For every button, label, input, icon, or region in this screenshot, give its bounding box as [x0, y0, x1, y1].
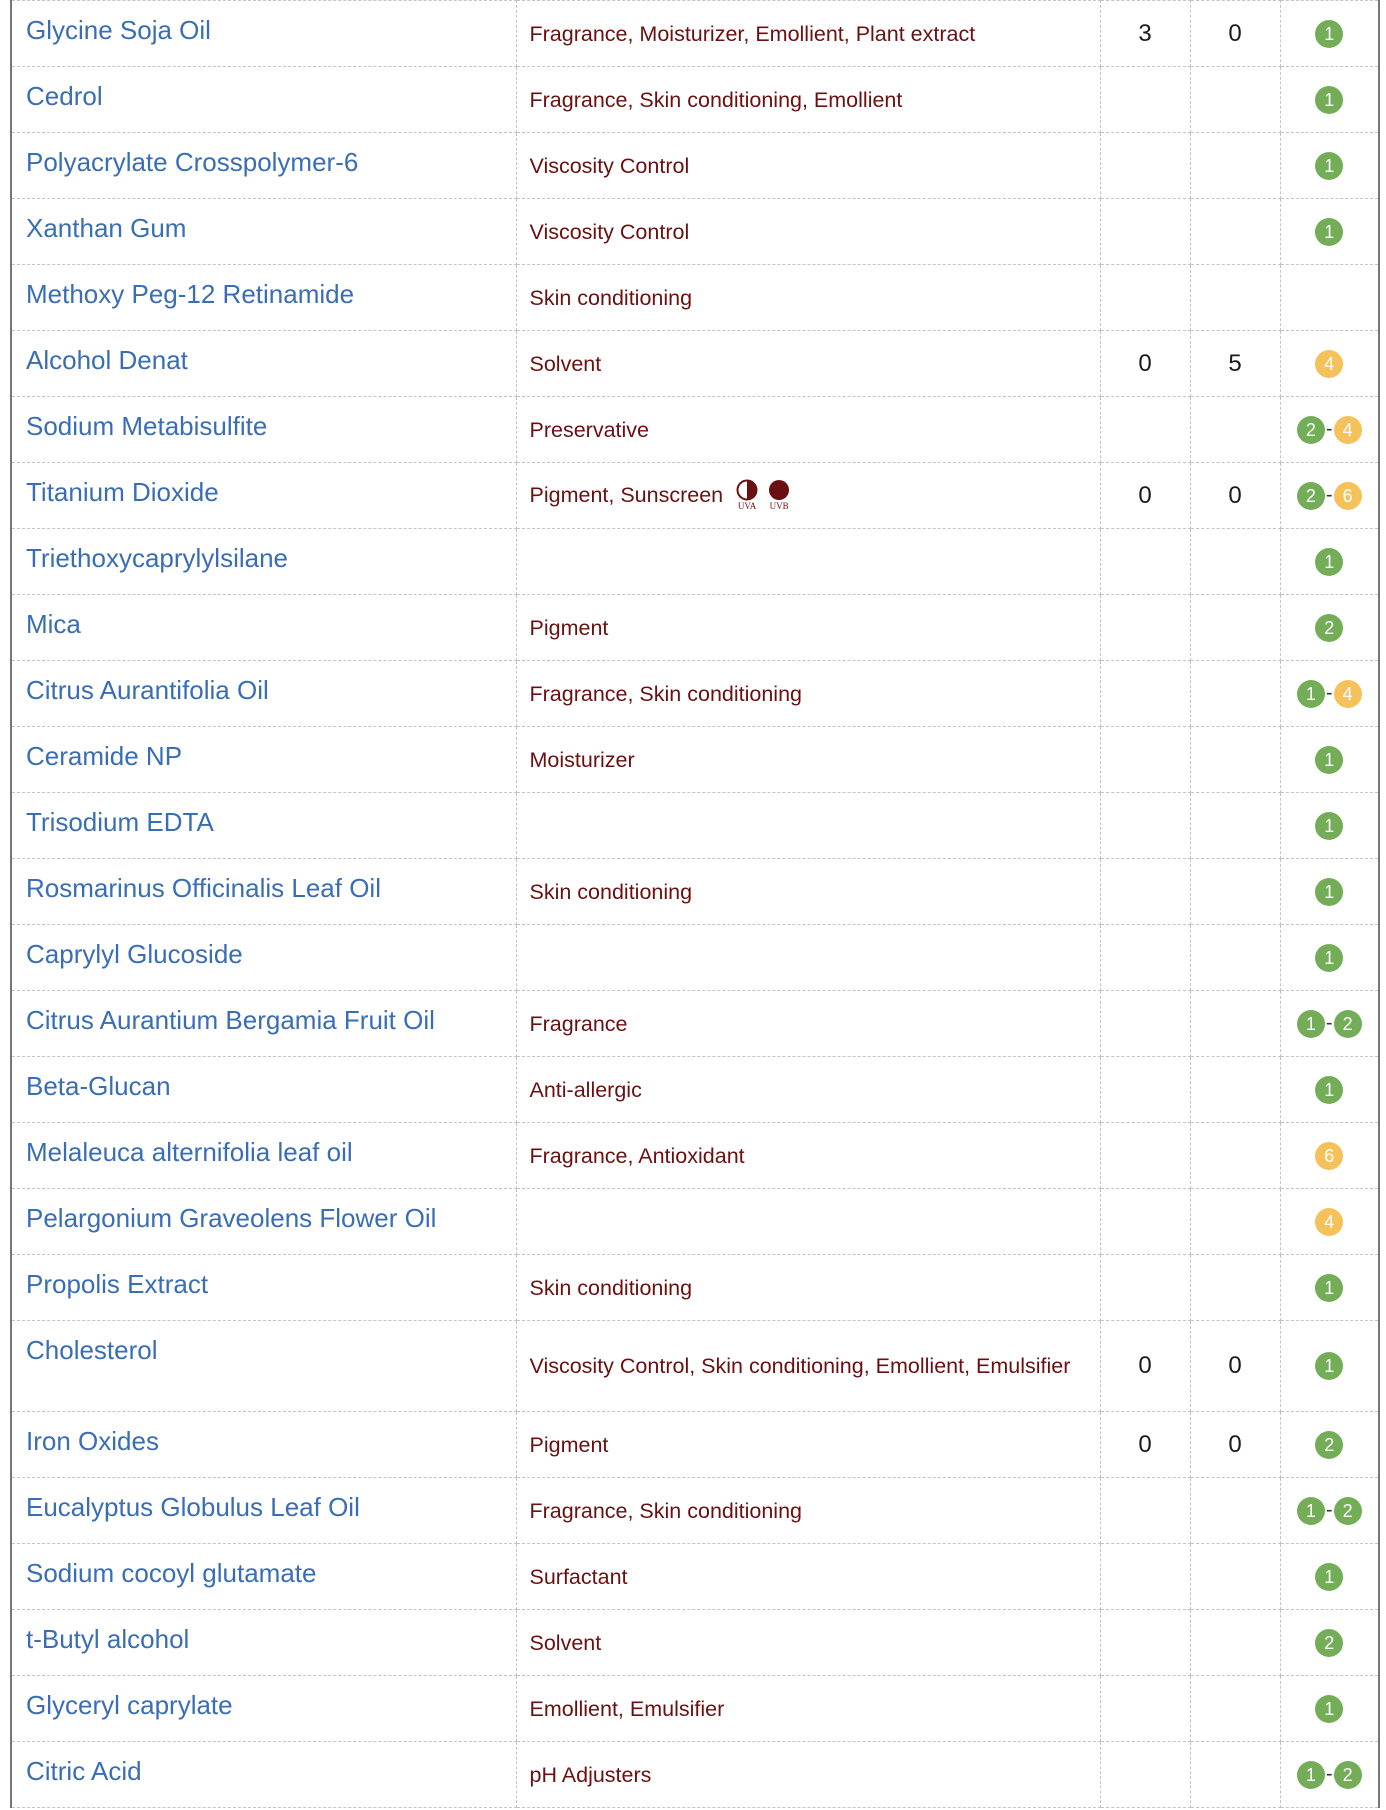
ewg-rating-badge: 1 — [1297, 680, 1325, 708]
ingredient-name-cell — [11, 595, 516, 661]
ewg-rating-badge: 1 — [1297, 1010, 1325, 1038]
ewg-rating-badge: 2 — [1315, 1431, 1343, 1459]
ingredient-name-cell — [11, 1321, 516, 1412]
ingredient-functions-cell — [516, 331, 1100, 397]
ingredient-name-link[interactable]: Eucalyptus Globulus Leaf Oil — [26, 1492, 360, 1522]
ingredient-name-link[interactable]: Titanium Dioxide — [26, 477, 219, 507]
irritant-score-cell — [1190, 397, 1280, 463]
ingredient-functions: Skin conditioning — [529, 879, 693, 904]
ingredient-row — [11, 1057, 1379, 1123]
ewg-rating-badge: 1 — [1315, 218, 1343, 246]
ingredient-name-cell — [11, 1610, 516, 1676]
ingredient-name-cell — [11, 463, 516, 529]
ingredient-row — [11, 661, 1379, 727]
ingredients-table-body — [11, 1, 1379, 1808]
acne-score-cell — [1100, 595, 1190, 661]
ingredient-name-cell — [11, 1676, 516, 1742]
ingredient-functions-cell — [516, 1123, 1100, 1189]
ingredient-functions-cell — [516, 463, 1100, 529]
ewg-rating-badge: 4 — [1315, 350, 1343, 378]
ingredient-name-link[interactable]: Cedrol — [26, 81, 103, 111]
ewg-rating-badge: 1 — [1297, 1497, 1325, 1525]
irritant-score-cell — [1190, 1742, 1280, 1808]
ingredient-row — [11, 529, 1379, 595]
acne-score-cell — [1100, 661, 1190, 727]
uvb-icon — [765, 479, 793, 511]
ingredient-functions-cell — [516, 67, 1100, 133]
ingredient-name-link[interactable]: Glyceryl caprylate — [26, 1690, 233, 1720]
acne-score-cell — [1100, 265, 1190, 331]
ingredient-functions: Fragrance, Skin conditioning — [529, 1498, 802, 1523]
rating-range-dash: - — [1325, 418, 1333, 440]
acne-score-cell — [1100, 67, 1190, 133]
irritant-score-cell — [1190, 1478, 1280, 1544]
acne-score-cell — [1100, 1255, 1190, 1321]
ewg-rating-cell — [1280, 199, 1379, 265]
ewg-rating-badge: 2 — [1315, 614, 1343, 642]
ingredient-row — [11, 991, 1379, 1057]
ingredient-row — [11, 1321, 1379, 1412]
irritant-score-cell — [1190, 199, 1280, 265]
ewg-rating-badge: 1 — [1315, 944, 1343, 972]
ingredient-name-cell — [11, 1742, 516, 1808]
rating-range-dash: - — [1325, 682, 1333, 704]
ingredient-row — [11, 67, 1379, 133]
acne-score-cell — [1100, 1544, 1190, 1610]
ingredient-row — [11, 1676, 1379, 1742]
ingredient-functions: Fragrance, Skin conditioning, Emollient — [529, 87, 903, 112]
ewg-rating-cell — [1280, 1412, 1379, 1478]
ingredient-functions: Viscosity Control, Skin conditioning, Emollient, Emulsifier — [529, 1354, 1071, 1378]
ingredient-functions: Surfactant — [529, 1564, 628, 1589]
ewg-rating-cell — [1280, 1123, 1379, 1189]
ingredient-name-link[interactable]: Triethoxycaprylylsilane — [26, 543, 289, 573]
ingredient-name-link[interactable]: Iron Oxides — [26, 1426, 159, 1456]
ingredient-functions: Pigment — [529, 615, 609, 640]
acne-score-cell — [1100, 1610, 1190, 1676]
ewg-rating-badge: 1 — [1315, 1695, 1343, 1723]
ewg-rating-cell — [1280, 1321, 1379, 1412]
acne-score: 0 — [1138, 349, 1152, 377]
irritant-score: 0 — [1228, 1352, 1242, 1379]
ingredient-functions: Moisturizer — [529, 747, 635, 772]
ingredient-name-cell — [11, 727, 516, 793]
ewg-rating-badge: 4 — [1315, 1208, 1343, 1236]
ewg-rating-badge: 1 — [1315, 1352, 1343, 1380]
ewg-rating-cell — [1280, 67, 1379, 133]
ingredient-name-cell — [11, 133, 516, 199]
ingredient-functions-cell — [516, 1610, 1100, 1676]
ingredient-row — [11, 397, 1379, 463]
irritant-score-cell — [1190, 1, 1280, 67]
irritant-score-cell — [1190, 1123, 1280, 1189]
irritant-score-cell — [1190, 859, 1280, 925]
ewg-rating-badge: 2 — [1315, 1629, 1343, 1657]
irritant-score-cell — [1190, 331, 1280, 397]
ingredient-name-cell — [11, 397, 516, 463]
ingredient-functions-cell — [516, 793, 1100, 859]
ingredient-row — [11, 1, 1379, 67]
ingredient-name-cell — [11, 67, 516, 133]
uva-icon — [733, 479, 761, 511]
ewg-rating-badge: 2 — [1297, 416, 1325, 444]
ewg-rating-badge: 6 — [1315, 1142, 1343, 1170]
ewg-rating-cell — [1280, 1676, 1379, 1742]
ingredient-name-link[interactable]: Ceramide NP — [26, 741, 183, 771]
ewg-rating-cell — [1280, 859, 1379, 925]
ingredient-functions-cell — [516, 1255, 1100, 1321]
ingredient-functions-cell — [516, 265, 1100, 331]
ingredient-functions-cell — [516, 1478, 1100, 1544]
ingredient-functions-cell — [516, 397, 1100, 463]
ingredient-name-link[interactable]: Sodium Metabisulfite — [26, 411, 268, 441]
acne-score-cell — [1100, 199, 1190, 265]
ingredient-row — [11, 463, 1379, 529]
ingredient-functions-cell — [516, 595, 1100, 661]
irritant-score-cell — [1190, 1057, 1280, 1123]
ewg-rating-cell — [1280, 1, 1379, 67]
ewg-rating-badge: 2 — [1334, 1497, 1362, 1525]
ingredient-row — [11, 331, 1379, 397]
ingredient-functions-cell — [516, 1742, 1100, 1808]
ingredient-functions: Fragrance, Antioxidant — [529, 1143, 745, 1168]
ingredient-name-cell — [11, 925, 516, 991]
ewg-rating-badge: 1 — [1315, 878, 1343, 906]
ingredient-functions: Viscosity Control — [529, 219, 690, 244]
ingredient-name-link[interactable]: Alcohol Denat — [26, 345, 188, 375]
acne-score-cell — [1100, 1057, 1190, 1123]
ewg-rating-badge: 2 — [1334, 1761, 1362, 1789]
ingredient-row — [11, 133, 1379, 199]
ewg-rating-cell — [1280, 1544, 1379, 1610]
ingredient-functions-cell — [516, 1, 1100, 67]
ewg-rating-cell — [1280, 529, 1379, 595]
irritant-score-cell — [1190, 529, 1280, 595]
ingredient-functions-cell — [516, 199, 1100, 265]
ingredient-functions-cell — [516, 1321, 1100, 1412]
ewg-rating-badge: 4 — [1334, 680, 1362, 708]
ingredients-table — [10, 0, 1380, 1808]
ingredient-functions: pH Adjusters — [529, 1762, 652, 1787]
ingredient-name-link[interactable]: Mica — [26, 609, 81, 639]
ingredient-name-cell — [11, 199, 516, 265]
ingredient-row — [11, 1478, 1379, 1544]
ingredient-functions: Solvent — [529, 351, 602, 376]
acne-score-cell — [1100, 1412, 1190, 1478]
ewg-rating-cell — [1280, 397, 1379, 463]
ingredient-name-link[interactable]: Pelargonium Graveolens Flower Oil — [26, 1203, 437, 1233]
ingredient-functions: Preservative — [529, 417, 649, 442]
acne-score-cell — [1100, 1123, 1190, 1189]
ewg-rating-badge: 2 — [1334, 1010, 1362, 1038]
ewg-rating-cell — [1280, 1255, 1379, 1321]
irritant-score-cell — [1190, 133, 1280, 199]
ewg-rating-cell — [1280, 1057, 1379, 1123]
uv-label: UVB — [769, 501, 789, 512]
uv-label: UVA — [737, 501, 757, 512]
ingredient-name-cell — [11, 1, 516, 67]
ewg-rating-badge: 4 — [1334, 416, 1362, 444]
ingredient-name-link[interactable]: Methoxy Peg-12 Retinamide — [26, 279, 355, 309]
ingredient-name-link[interactable]: Sodium cocoyl glutamate — [26, 1558, 317, 1588]
ingredient-row — [11, 727, 1379, 793]
ingredient-name-cell — [11, 1412, 516, 1478]
ewg-rating-badge: 6 — [1334, 482, 1362, 510]
ewg-rating-badge: 1 — [1315, 746, 1343, 774]
irritant-score-cell — [1190, 1255, 1280, 1321]
irritant-score: 0 — [1228, 1430, 1242, 1458]
acne-score-cell — [1100, 529, 1190, 595]
ingredient-row — [11, 1412, 1379, 1478]
ingredient-name-cell — [11, 1189, 516, 1255]
ingredient-row — [11, 1742, 1379, 1808]
acne-score-cell — [1100, 925, 1190, 991]
ingredient-name-cell — [11, 1544, 516, 1610]
ingredient-name-link[interactable]: Propolis Extract — [26, 1269, 209, 1299]
ingredient-functions-cell — [516, 991, 1100, 1057]
ewg-rating-badge: 1 — [1315, 86, 1343, 114]
acne-score-cell — [1100, 1478, 1190, 1544]
ewg-rating-cell — [1280, 925, 1379, 991]
ingredient-name-link[interactable]: Caprylyl Glucoside — [26, 939, 243, 969]
ingredient-functions-cell — [516, 661, 1100, 727]
ingredient-name-cell — [11, 661, 516, 727]
ewg-rating-badge: 1 — [1315, 812, 1343, 840]
ewg-rating-badge: 1 — [1315, 1076, 1343, 1104]
ewg-rating-cell — [1280, 463, 1379, 529]
rating-range-dash: - — [1325, 484, 1333, 506]
ingredient-row — [11, 925, 1379, 991]
ingredient-functions: Anti-allergic — [529, 1077, 642, 1102]
ewg-rating-badge: 1 — [1315, 1274, 1343, 1302]
ingredient-name-cell — [11, 331, 516, 397]
ingredient-row — [11, 859, 1379, 925]
ingredient-name-cell — [11, 265, 516, 331]
ewg-rating-badge: 1 — [1315, 20, 1343, 48]
ingredient-name-cell — [11, 1123, 516, 1189]
ingredient-name-cell — [11, 1255, 516, 1321]
acne-score-cell — [1100, 991, 1190, 1057]
irritant-score-cell — [1190, 595, 1280, 661]
ingredient-functions-cell — [516, 1544, 1100, 1610]
irritant-score-cell — [1190, 1676, 1280, 1742]
ingredient-name-cell — [11, 1057, 516, 1123]
ingredient-functions-cell — [516, 133, 1100, 199]
ewg-rating-cell — [1280, 1478, 1379, 1544]
ingredient-row — [11, 793, 1379, 859]
acne-score: 0 — [1138, 1352, 1152, 1379]
ewg-rating-badge: 1 — [1315, 548, 1343, 576]
ingredient-row — [11, 199, 1379, 265]
ingredient-name-link[interactable]: Polyacrylate Crosspolymer-6 — [26, 147, 359, 177]
ewg-rating-cell — [1280, 793, 1379, 859]
irritant-score: 5 — [1228, 349, 1242, 377]
ewg-rating-cell — [1280, 595, 1379, 661]
irritant-score: 0 — [1228, 481, 1242, 509]
ingredient-row — [11, 265, 1379, 331]
ingredient-functions-cell — [516, 925, 1100, 991]
ingredient-functions-cell — [516, 529, 1100, 595]
ingredient-name-link[interactable]: Rosmarinus Officinalis Leaf Oil — [26, 873, 381, 903]
irritant-score-cell — [1190, 991, 1280, 1057]
irritant-score-cell — [1190, 793, 1280, 859]
uv-protection-icons — [733, 479, 797, 513]
ingredient-name-link[interactable]: Xanthan Gum — [26, 213, 187, 243]
ingredient-name-link[interactable]: Trisodium EDTA — [26, 807, 214, 837]
irritant-score-cell — [1190, 1189, 1280, 1255]
ingredient-functions: Solvent — [529, 1630, 602, 1655]
ingredient-functions: Viscosity Control — [529, 153, 690, 178]
ewg-rating-badge: 1 — [1297, 1761, 1325, 1789]
irritant-score-cell — [1190, 463, 1280, 529]
ingredient-name-cell — [11, 793, 516, 859]
acne-score-cell — [1100, 1, 1190, 67]
ewg-rating-cell — [1280, 661, 1379, 727]
ingredient-name-link[interactable]: Beta-Glucan — [26, 1071, 171, 1101]
ingredient-functions: Skin conditioning — [529, 1275, 693, 1300]
acne-score-cell — [1100, 331, 1190, 397]
irritant-score-cell — [1190, 1412, 1280, 1478]
ingredient-name-link[interactable]: Glycine Soja Oil — [26, 15, 211, 45]
ingredient-functions-cell — [516, 1189, 1100, 1255]
ingredient-functions: Emollient, Emulsifier — [529, 1696, 725, 1721]
acne-score-cell — [1100, 397, 1190, 463]
ingredient-name-link[interactable]: Melaleuca alternifolia leaf oil — [26, 1137, 353, 1167]
ingredient-name-cell — [11, 859, 516, 925]
acne-score: 0 — [1138, 1430, 1152, 1458]
rating-range-dash: - — [1325, 1012, 1333, 1034]
acne-score-cell — [1100, 727, 1190, 793]
ewg-rating-badge: 1 — [1315, 152, 1343, 180]
irritant-score-cell — [1190, 265, 1280, 331]
ewg-rating-cell — [1280, 1610, 1379, 1676]
ingredient-name-link[interactable]: t-Butyl alcohol — [26, 1624, 190, 1654]
ingredient-functions-cell — [516, 727, 1100, 793]
ingredient-row — [11, 595, 1379, 661]
ewg-rating-cell — [1280, 1189, 1379, 1255]
ewg-rating-cell — [1280, 133, 1379, 199]
acne-score-cell — [1100, 1676, 1190, 1742]
irritant-score-cell — [1190, 661, 1280, 727]
ingredient-name-link[interactable]: Citrus Aurantium Bergamia Fruit Oil — [26, 1005, 435, 1035]
ewg-rating-badge: 2 — [1297, 482, 1325, 510]
acne-score-cell — [1100, 463, 1190, 529]
acne-score: 3 — [1138, 19, 1152, 47]
ingredient-functions-cell — [516, 1412, 1100, 1478]
ingredient-functions-cell — [516, 1057, 1100, 1123]
ewg-rating-cell — [1280, 727, 1379, 793]
irritant-score-cell — [1190, 727, 1280, 793]
ingredient-functions: Pigment, Sunscreen — [529, 482, 724, 507]
rating-range-dash: - — [1325, 1499, 1333, 1521]
ingredient-row — [11, 1610, 1379, 1676]
ewg-rating-cell — [1280, 1742, 1379, 1808]
ingredient-name-cell — [11, 991, 516, 1057]
ingredient-row — [11, 1189, 1379, 1255]
acne-score-cell — [1100, 1742, 1190, 1808]
ingredient-functions: Pigment — [529, 1432, 609, 1457]
acne-score-cell — [1100, 133, 1190, 199]
ingredient-functions: Fragrance, Moisturizer, Emollient, Plant extract — [529, 21, 976, 46]
ingredient-name-cell — [11, 529, 516, 595]
acne-score: 0 — [1138, 481, 1152, 509]
ewg-rating-cell — [1280, 331, 1379, 397]
ingredient-functions-cell — [516, 859, 1100, 925]
ingredient-functions: Fragrance, Skin conditioning — [529, 681, 802, 706]
ingredient-name-link[interactable]: Cholesterol — [26, 1335, 158, 1365]
ingredient-name-link[interactable]: Citrus Aurantifolia Oil — [26, 675, 269, 705]
ingredient-row — [11, 1255, 1379, 1321]
acne-score-cell — [1100, 793, 1190, 859]
ewg-rating-badge: 1 — [1315, 1563, 1343, 1591]
irritant-score: 0 — [1228, 19, 1242, 47]
acne-score-cell — [1100, 1189, 1190, 1255]
ingredient-row — [11, 1544, 1379, 1610]
irritant-score-cell — [1190, 1610, 1280, 1676]
acne-score-cell — [1100, 859, 1190, 925]
ingredient-functions: Skin conditioning — [529, 285, 693, 310]
acne-score-cell — [1100, 1321, 1190, 1412]
ingredient-functions: Fragrance — [529, 1011, 628, 1036]
ingredient-name-cell — [11, 1478, 516, 1544]
irritant-score-cell — [1190, 925, 1280, 991]
rating-range-dash: - — [1325, 1763, 1333, 1785]
ewg-rating-cell — [1280, 265, 1379, 331]
ingredient-functions-cell — [516, 1676, 1100, 1742]
irritant-score-cell — [1190, 1321, 1280, 1412]
ingredient-row — [11, 1123, 1379, 1189]
ingredient-name-link[interactable]: Citric Acid — [26, 1756, 142, 1786]
ewg-rating-cell — [1280, 991, 1379, 1057]
irritant-score-cell — [1190, 1544, 1280, 1610]
irritant-score-cell — [1190, 67, 1280, 133]
